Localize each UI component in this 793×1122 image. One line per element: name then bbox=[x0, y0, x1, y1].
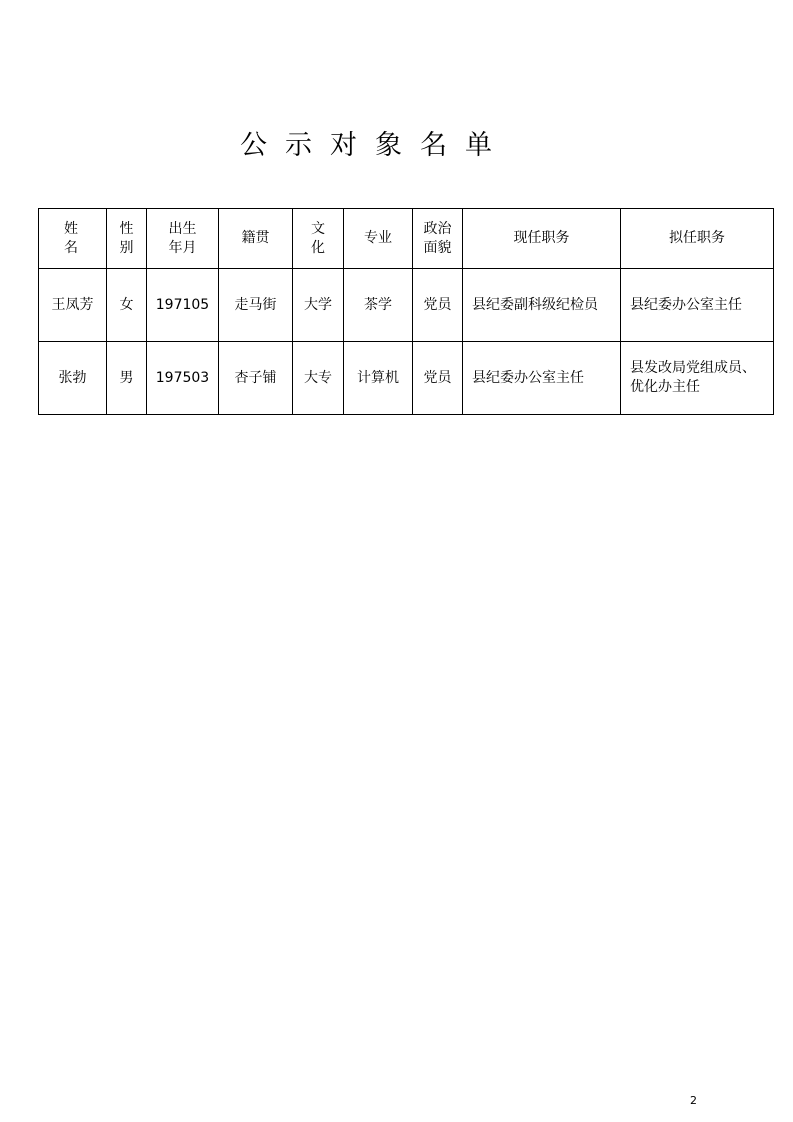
page-title: 公示对象名单 bbox=[240, 130, 510, 161]
cell-education: 大专 bbox=[293, 342, 344, 415]
header-birth-line-2: 年月 bbox=[168, 239, 197, 256]
header-birth-line-1: 出生 bbox=[168, 220, 197, 237]
cell-gender: 女 bbox=[107, 269, 147, 342]
cell-name: 张勃 bbox=[39, 342, 107, 415]
nominee-table bbox=[38, 208, 774, 415]
header-current-post: 现任职务 bbox=[463, 209, 621, 269]
cell-origin: 走马街 bbox=[219, 269, 293, 342]
table-row bbox=[39, 269, 774, 342]
header-gender bbox=[107, 209, 147, 269]
header-education-line-2: 化 bbox=[311, 239, 325, 256]
header-name: 姓 名 bbox=[39, 209, 107, 269]
cell-birth: 197105 bbox=[147, 269, 219, 342]
cell-proposed-post: 县发改局党组成员、优化办主任 bbox=[621, 342, 774, 415]
header-birth bbox=[147, 209, 219, 269]
cell-gender: 男 bbox=[107, 342, 147, 415]
header-gender-line-2: 别 bbox=[119, 239, 134, 256]
header-education bbox=[293, 209, 344, 269]
cell-current-post: 县纪委副科级纪检员 bbox=[463, 269, 621, 342]
header-major: 专业 bbox=[344, 209, 413, 269]
cell-proposed-post: 县纪委办公室主任 bbox=[621, 269, 774, 342]
cell-political: 党员 bbox=[413, 269, 463, 342]
cell-name: 王凤芳 bbox=[39, 269, 107, 342]
header-origin: 籍贯 bbox=[219, 209, 293, 269]
header-proposed-post: 拟任职务 bbox=[621, 209, 774, 269]
cell-political: 党员 bbox=[413, 342, 463, 415]
cell-major: 茶学 bbox=[344, 269, 413, 342]
page-number: 2 bbox=[690, 1094, 697, 1107]
cell-origin: 杏子铺 bbox=[219, 342, 293, 415]
cell-major: 计算机 bbox=[344, 342, 413, 415]
cell-current-post: 县纪委办公室主任 bbox=[463, 342, 621, 415]
table-header-row bbox=[39, 209, 774, 269]
header-education-line-1: 文 bbox=[311, 220, 325, 237]
table-row bbox=[39, 342, 774, 415]
cell-birth: 197503 bbox=[147, 342, 219, 415]
header-political-line-1: 政治 bbox=[423, 220, 452, 237]
header-gender-line-1: 性 bbox=[119, 220, 134, 237]
header-political bbox=[413, 209, 463, 269]
header-political-line-2: 面貌 bbox=[423, 239, 452, 256]
cell-education: 大学 bbox=[293, 269, 344, 342]
